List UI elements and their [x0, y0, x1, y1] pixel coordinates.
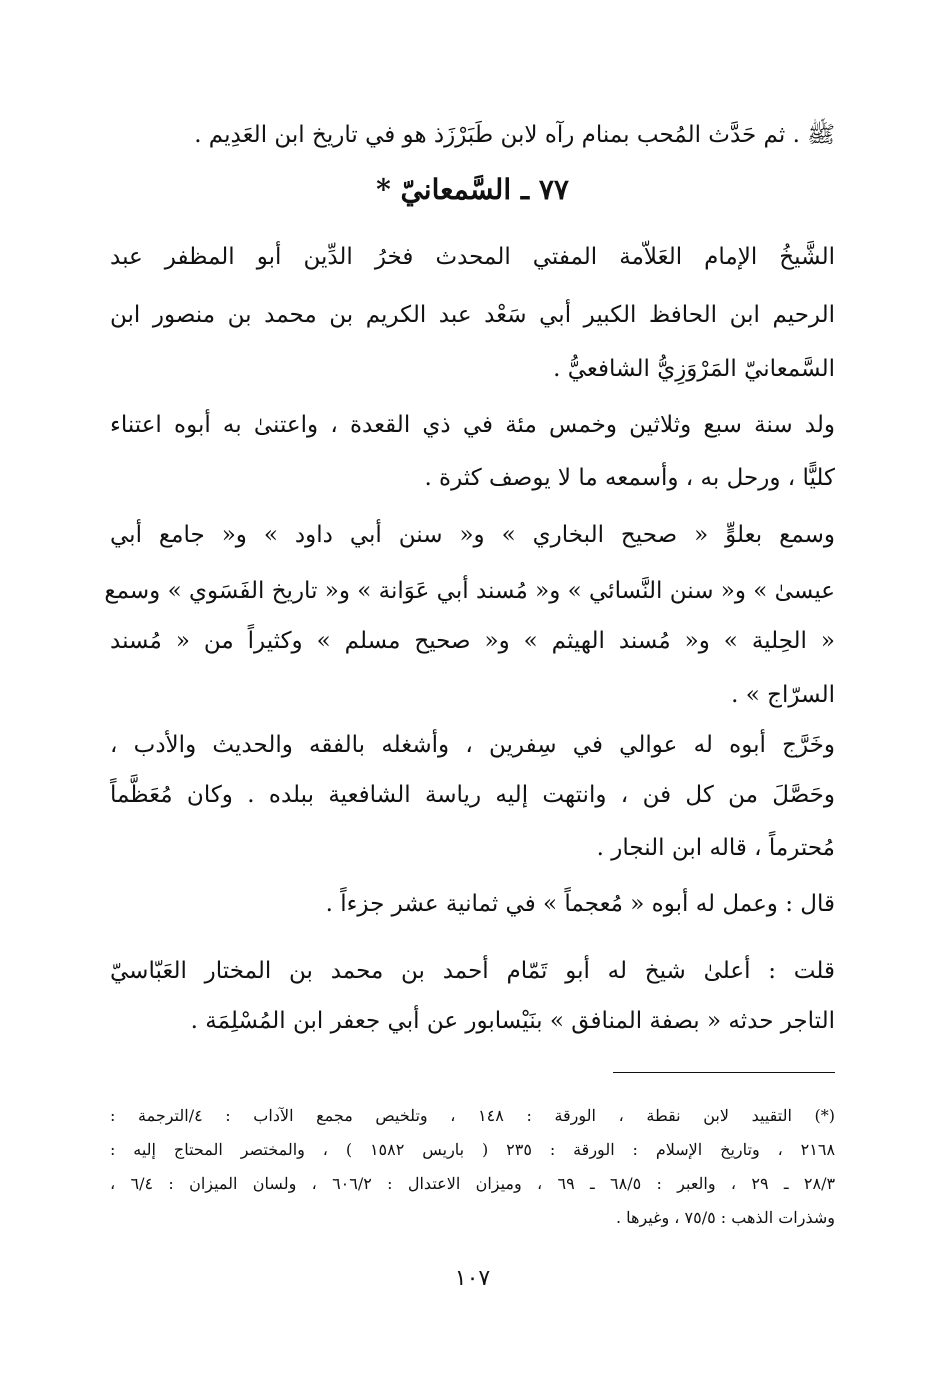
footnote-separator	[613, 1072, 835, 1073]
footnote-line: (*) التقييد لابن نقطة ، الورقة : ١٤٨ ، وتلخيص مجمع الآداب : ٤/الترجمة :	[110, 1106, 836, 1125]
paragraph-line: كليًّا ، ورحل به ، وأسمعه ما لا يوصف كثرة .	[424, 465, 835, 491]
paragraph-line: مُحترماً ، قاله ابن النجار .	[596, 835, 835, 861]
paragraph-line: الشَّيخُ الإمام العَلاّمة المفتي المحدث فخرُ الدِّين أبو المظفر عبد	[110, 244, 835, 270]
paragraph-line: وسمع بعلوٍّ « صحيح البخاري » و« سنن أبي داود » و« جامع أبي	[110, 522, 835, 548]
paragraph-line: وخَرَّج أبوه له عوالي في سِفرين ، وأشغله بالفقه والحديث والأدب ،	[110, 732, 835, 758]
paragraph-line: وحَصَّلَ من كل فن ، وانتهت إليه رياسة الشافعية ببلده . وكان مُعَظَّماً	[110, 782, 835, 808]
entry-title: ٧٧ ـ السَّمعانيّ *	[376, 173, 569, 206]
footnote-line: ٢١٦٨ ، وتاريخ الإسلام : الورقة : ٢٣٥ ( باريس ١٥٨٢ ) ، والمختصر المحتاج إليه :	[110, 1140, 836, 1159]
footnote-line: ٢٨/٣ ـ ٢٩ ، والعبر : ٦٨/٥ ـ ٦٩ ، وميزان الاعتدال : ٦٠٦/٢ ، ولسان الميزان : ٦/٤ ،	[110, 1174, 836, 1193]
previous-entry-text: ثم حَدَّث المُحب بمنام رآه لابن طَبَرْزَذ هو في تاريخ ابن العَدِيم .	[194, 122, 786, 148]
footnote-line: وشذرات الذهب : ٧٥/٥ ، وغيرها .	[615, 1208, 835, 1227]
paragraph-line: عيسىٰ » و« سنن النَّسائي » و« مُسند أبي عَوَانة » و« تاريخ الفَسَوي » وسمع	[104, 578, 835, 604]
paragraph-line: « الحِلية » و« مُسند الهيثم » و« صحيح مسلم » وكثيراً من « مُسند	[110, 628, 835, 654]
paragraph-line: الرحيم ابن الحافظ الكبير أبي سَعْد عبد الكريم بن محمد بن منصور ابن	[110, 302, 835, 328]
page-number: ١٠٧	[454, 1266, 491, 1291]
paragraph-line: قال : وعمل له أبوه « مُعجماً » في ثمانية عشر جزءاً .	[325, 891, 835, 917]
honorific-symbol: ﷺ .	[792, 122, 835, 148]
paragraph-line: السَّمعانيّ المَرْوَزِيُّ الشافعيُّ .	[553, 356, 835, 382]
paragraph-line: قلت : أعلىٰ شيخ له أبو تَمّام أحمد بن محمد بن المختار العَبّاسيّ	[110, 958, 835, 984]
paragraph-line: ولد سنة سبع وثلاثين وخمس مئة في ذي القعدة ، واعتنىٰ به أبوه اعتناء	[110, 412, 835, 438]
previous-entry-closing-line	[110, 124, 835, 147]
paragraph-line: السرّاج » .	[731, 682, 835, 708]
paragraph-line: التاجر حدثه « بصفة المنافق » بنَيْسابور عن أبي جعفر ابن المُسْلِمَة .	[190, 1008, 835, 1034]
